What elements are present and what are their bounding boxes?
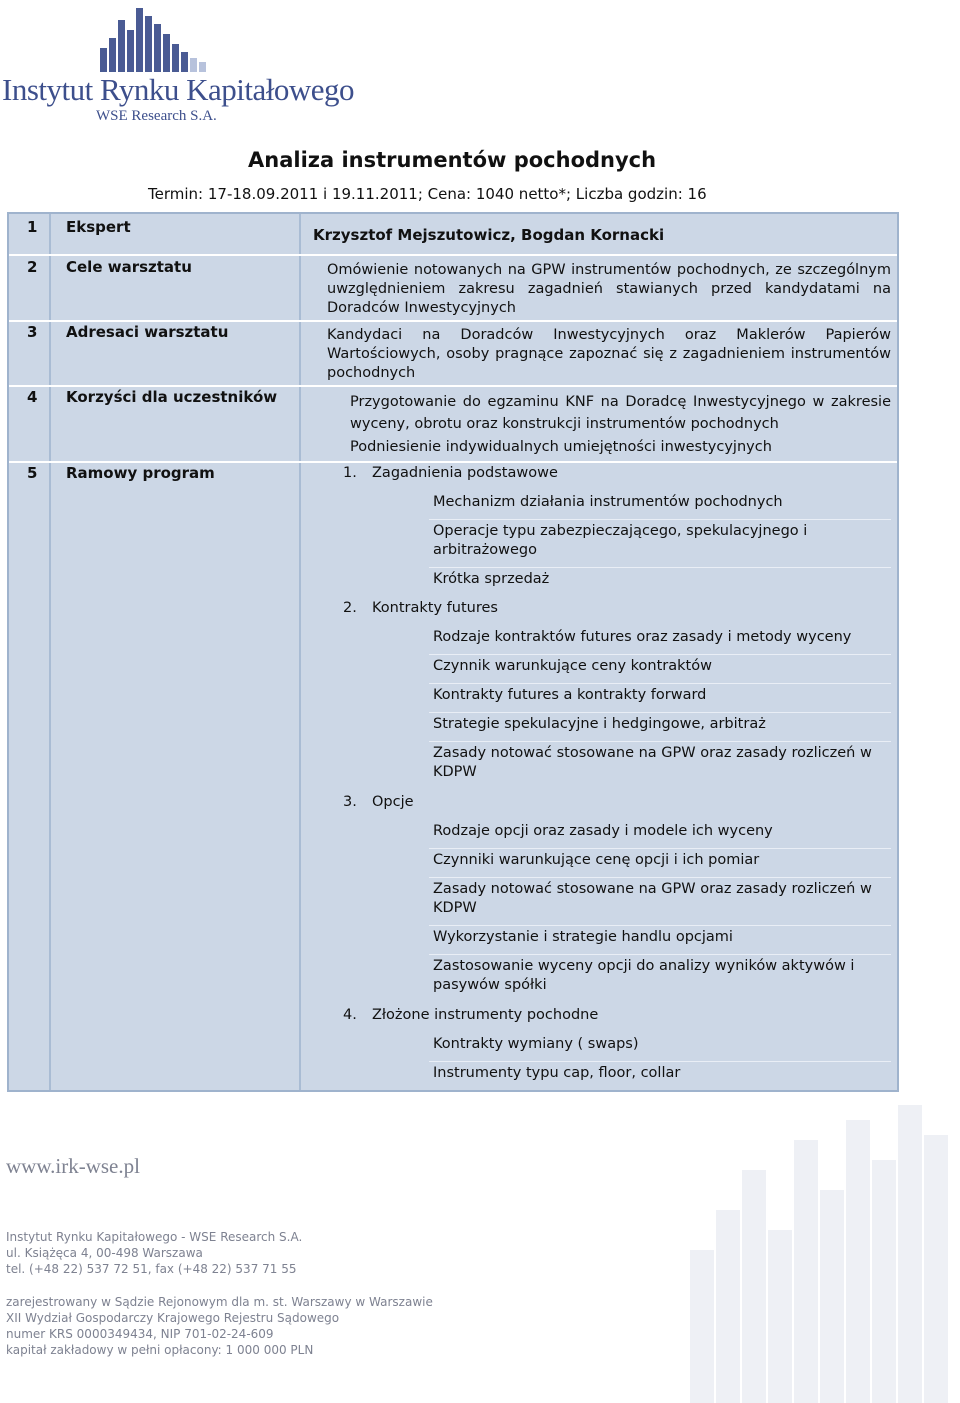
program-section-title: Złożone instrumenty pochodne xyxy=(372,1007,599,1023)
row-number: 2 xyxy=(27,258,38,276)
program-section-title: Opcje xyxy=(372,794,414,810)
logo-org-subtitle: WSE Research S.A. xyxy=(96,108,217,124)
program-section-number: 2. xyxy=(343,600,357,616)
footer-address-line: Instytut Rynku Kapitałowego - WSE Research S.A. xyxy=(6,1230,303,1244)
item-divider xyxy=(429,877,891,878)
row-number: 4 xyxy=(27,388,38,406)
row-divider xyxy=(9,320,897,322)
program-item: Wykorzystanie i strategie handlu opcjami xyxy=(433,929,733,945)
goals-text: Omówienie notowanych na GPW instrumentów pochodnych, ze szczególnym uwzględnieniem zakresu zagadnień stawianych przed kandydatami na Doradców Inwestycyjnych xyxy=(327,262,891,316)
program-item: Zasady notować stosowane na GPW oraz zasady rozliczeń w KDPW xyxy=(433,745,872,780)
footer-address-line: ul. Książęca 4, 00-498 Warszawa xyxy=(6,1246,203,1260)
page-title: Analiza instrumentów pochodnych xyxy=(248,148,657,172)
program-section-number: 1. xyxy=(343,465,357,481)
row-label-program: Ramowy program xyxy=(66,464,215,482)
program-section-title: Kontrakty futures xyxy=(372,600,498,616)
row-divider xyxy=(9,254,897,256)
logo xyxy=(0,0,355,130)
program-item: Zasady notować stosowane na GPW oraz zasady rozliczeń w KDPW xyxy=(433,881,872,916)
row-divider xyxy=(9,461,897,463)
logo-buildings-graphic xyxy=(0,0,310,80)
logo-org-name: Instytut Rynku Kapitałowego xyxy=(2,72,355,107)
item-divider xyxy=(429,925,891,926)
footer-website: www.irk-wse.pl xyxy=(6,1154,140,1178)
benefit-item: Przygotowanie do egzaminu KNF na Doradcę Inwestycyjnego w zakresie wyceny, obrotu oraz konstrukcji instrumentów pochodnych xyxy=(350,394,891,432)
benefit-item: Podniesienie indywidualnych umiejętności inwestycyjnych xyxy=(350,439,772,455)
program-item: Kontrakty wymiany ( swaps) xyxy=(433,1036,639,1052)
program-item: Kontrakty futures a kontrakty forward xyxy=(433,687,707,703)
item-divider xyxy=(429,567,891,568)
column-divider xyxy=(299,214,301,1090)
footer-address-line: tel. (+48 22) 537 72 51, fax (+48 22) 537 71 55 xyxy=(6,1262,297,1276)
course-table xyxy=(7,212,899,1092)
program-item: Zastosowanie wyceny opcji do analizy wyników aktywów i pasywów spółki xyxy=(433,958,855,993)
program-section-number: 4. xyxy=(343,1007,357,1023)
item-divider xyxy=(429,683,891,684)
program-section-number: 3. xyxy=(343,794,357,810)
footer-legal-line: XII Wydział Gospodarczy Krajowego Rejestru Sądowego xyxy=(6,1311,340,1325)
program-item: Czynnik warunkujące ceny kontraktów xyxy=(433,658,712,674)
row-label-adresaci: Adresaci warsztatu xyxy=(66,323,229,341)
row-number: 3 xyxy=(27,323,38,341)
program-item: Mechanizm działania instrumentów pochodnych xyxy=(433,494,783,510)
footer-legal-line: zarejestrowany w Sądzie Rejonowym dla m. st. Warszawy w Warszawie xyxy=(6,1295,433,1309)
footer-legal-line: kapitał zakładowy w pełni opłacony: 1 000 000 PLN xyxy=(6,1343,314,1357)
row-label-cele: Cele warsztatu xyxy=(66,258,192,276)
row-number: 5 xyxy=(27,464,38,482)
footer xyxy=(0,1100,960,1403)
program-section-title: Zagadnienia podstawowe xyxy=(372,465,558,481)
footer-legal-line: numer KRS 0000349434, NIP 701-02-24-609 xyxy=(6,1327,274,1341)
item-divider xyxy=(429,741,891,742)
item-divider xyxy=(429,848,891,849)
item-divider xyxy=(429,712,891,713)
row-label-ekspert: Ekspert xyxy=(66,218,131,236)
program-item: Instrumenty typu cap, floor, collar xyxy=(433,1065,681,1081)
program-item: Rodzaje kontraktów futures oraz zasady i metody wyceny xyxy=(433,629,852,645)
audience-text: Kandydaci na Doradców Inwestycyjnych oraz Maklerów Papierów Wartościowych, osoby pragnące zapoznać się z zagadnieniem instrumentów pochodnych xyxy=(327,327,891,381)
item-divider xyxy=(429,1061,891,1062)
row-number: 1 xyxy=(27,218,38,236)
item-divider xyxy=(429,954,891,955)
program-item: Czynniki warunkujące cenę opcji i ich pomiar xyxy=(433,852,760,868)
program-item: Rodzaje opcji oraz zasady i modele ich wyceny xyxy=(433,823,773,839)
expert-names: Krzysztof Mejszutowicz, Bogdan Kornacki xyxy=(313,226,665,244)
program-item: Strategie spekulacyjne i hedgingowe, arbitraż xyxy=(433,716,766,732)
column-divider xyxy=(49,214,51,1090)
item-divider xyxy=(429,654,891,655)
program-item: Operacje typu zabezpieczającego, spekulacyjnego i arbitrażowego xyxy=(433,523,808,558)
item-divider xyxy=(429,519,891,520)
row-divider xyxy=(9,385,897,387)
row-label-korzysci: Korzyści dla uczestników xyxy=(66,388,278,406)
program-item: Krótka sprzedaż xyxy=(433,571,550,587)
term-info: Termin: 17-18.09.2011 i 19.11.2011; Cena: 1040 netto*; Liczba godzin: 16 xyxy=(148,185,707,203)
